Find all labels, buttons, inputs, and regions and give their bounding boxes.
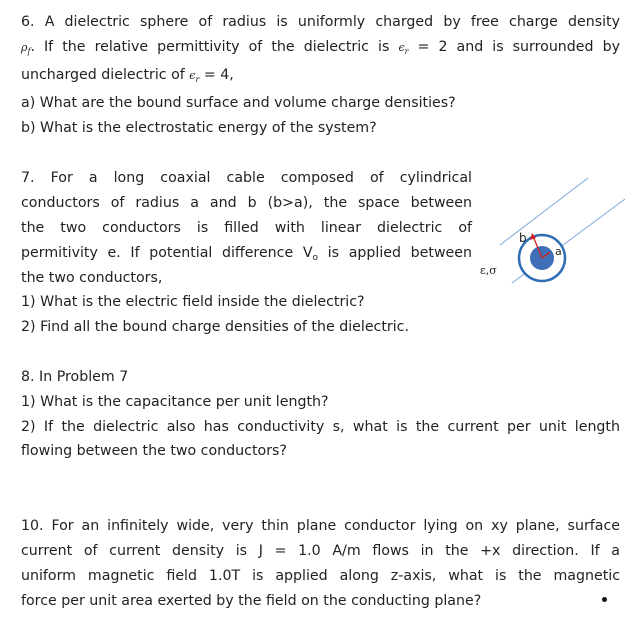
problem8-question-2-line1: 2) If the dielectric also has conductivity s, what is the current per unit length (21, 419, 620, 435)
problem6-line2: $\rho_f$. If the relative permittivity of the dielectric is $\epsilon_r = 2$ and is surrounded by (21, 39, 620, 56)
problem8-title: 8. In Problem 7 (21, 369, 129, 385)
problem10-line1: 10. For an infinitely wide, very thin plane conductor lying on xy plane, surface (21, 518, 620, 534)
problem8-question-1: 1) What is the capacitance per unit length? (21, 394, 329, 410)
problem7-question-2: 2) Find all the bound charge densities of the dielectric. (21, 319, 409, 335)
ink-dot (602, 597, 607, 602)
problem7-line4: permitivity e. If potential difference $V_o$ is applied between (21, 245, 473, 263)
problem6-line1: 6. A dielectric sphere of radius is uniformly charged by free charge density (21, 14, 620, 30)
problem7-line2: conductors of radius a and b (b>a), the space between (21, 195, 472, 211)
epsilon-symbol: $\epsilon_r$ (398, 41, 409, 56)
problem8-question-2-line2: flowing between the two conductors? (21, 443, 287, 459)
problem7-question-1: 1) What is the electric field inside the dielectric? (21, 294, 365, 310)
problem10-line2: current of current density is J = 1.0 A/m flows in the +x direction. If a (21, 543, 620, 559)
problem6-question-b: b) What is the electrostatic energy of the system? (21, 120, 377, 136)
problem6-question-a: a) What are the bound surface and volume charge densities? (21, 95, 456, 111)
label-b: b (519, 231, 527, 245)
label-a: a (555, 245, 562, 258)
problem7-line1: 7. For a long coaxial cable composed of cylindrical (21, 170, 472, 186)
problem10-line3: uniform magnetic field 1.0T is applied along z-axis, what is the magnetic (21, 568, 620, 584)
problem10-line4: force per unit area exerted by the field on the conducting plane? (21, 593, 482, 609)
problem7-line5: the two conductors, (21, 270, 163, 286)
rho-symbol: $\rho_f$ (21, 41, 31, 56)
epsilon-symbol: $\epsilon_r$ (189, 69, 200, 84)
problem7-line3: the two conductors is filled with linear dielectric of (21, 220, 472, 236)
coaxial-cable-figure (470, 170, 630, 290)
label-epsilon-sigma: ε,σ (480, 264, 497, 277)
problem6-line3: uncharged dielectric of $\epsilon_r = 4$, (21, 67, 234, 84)
